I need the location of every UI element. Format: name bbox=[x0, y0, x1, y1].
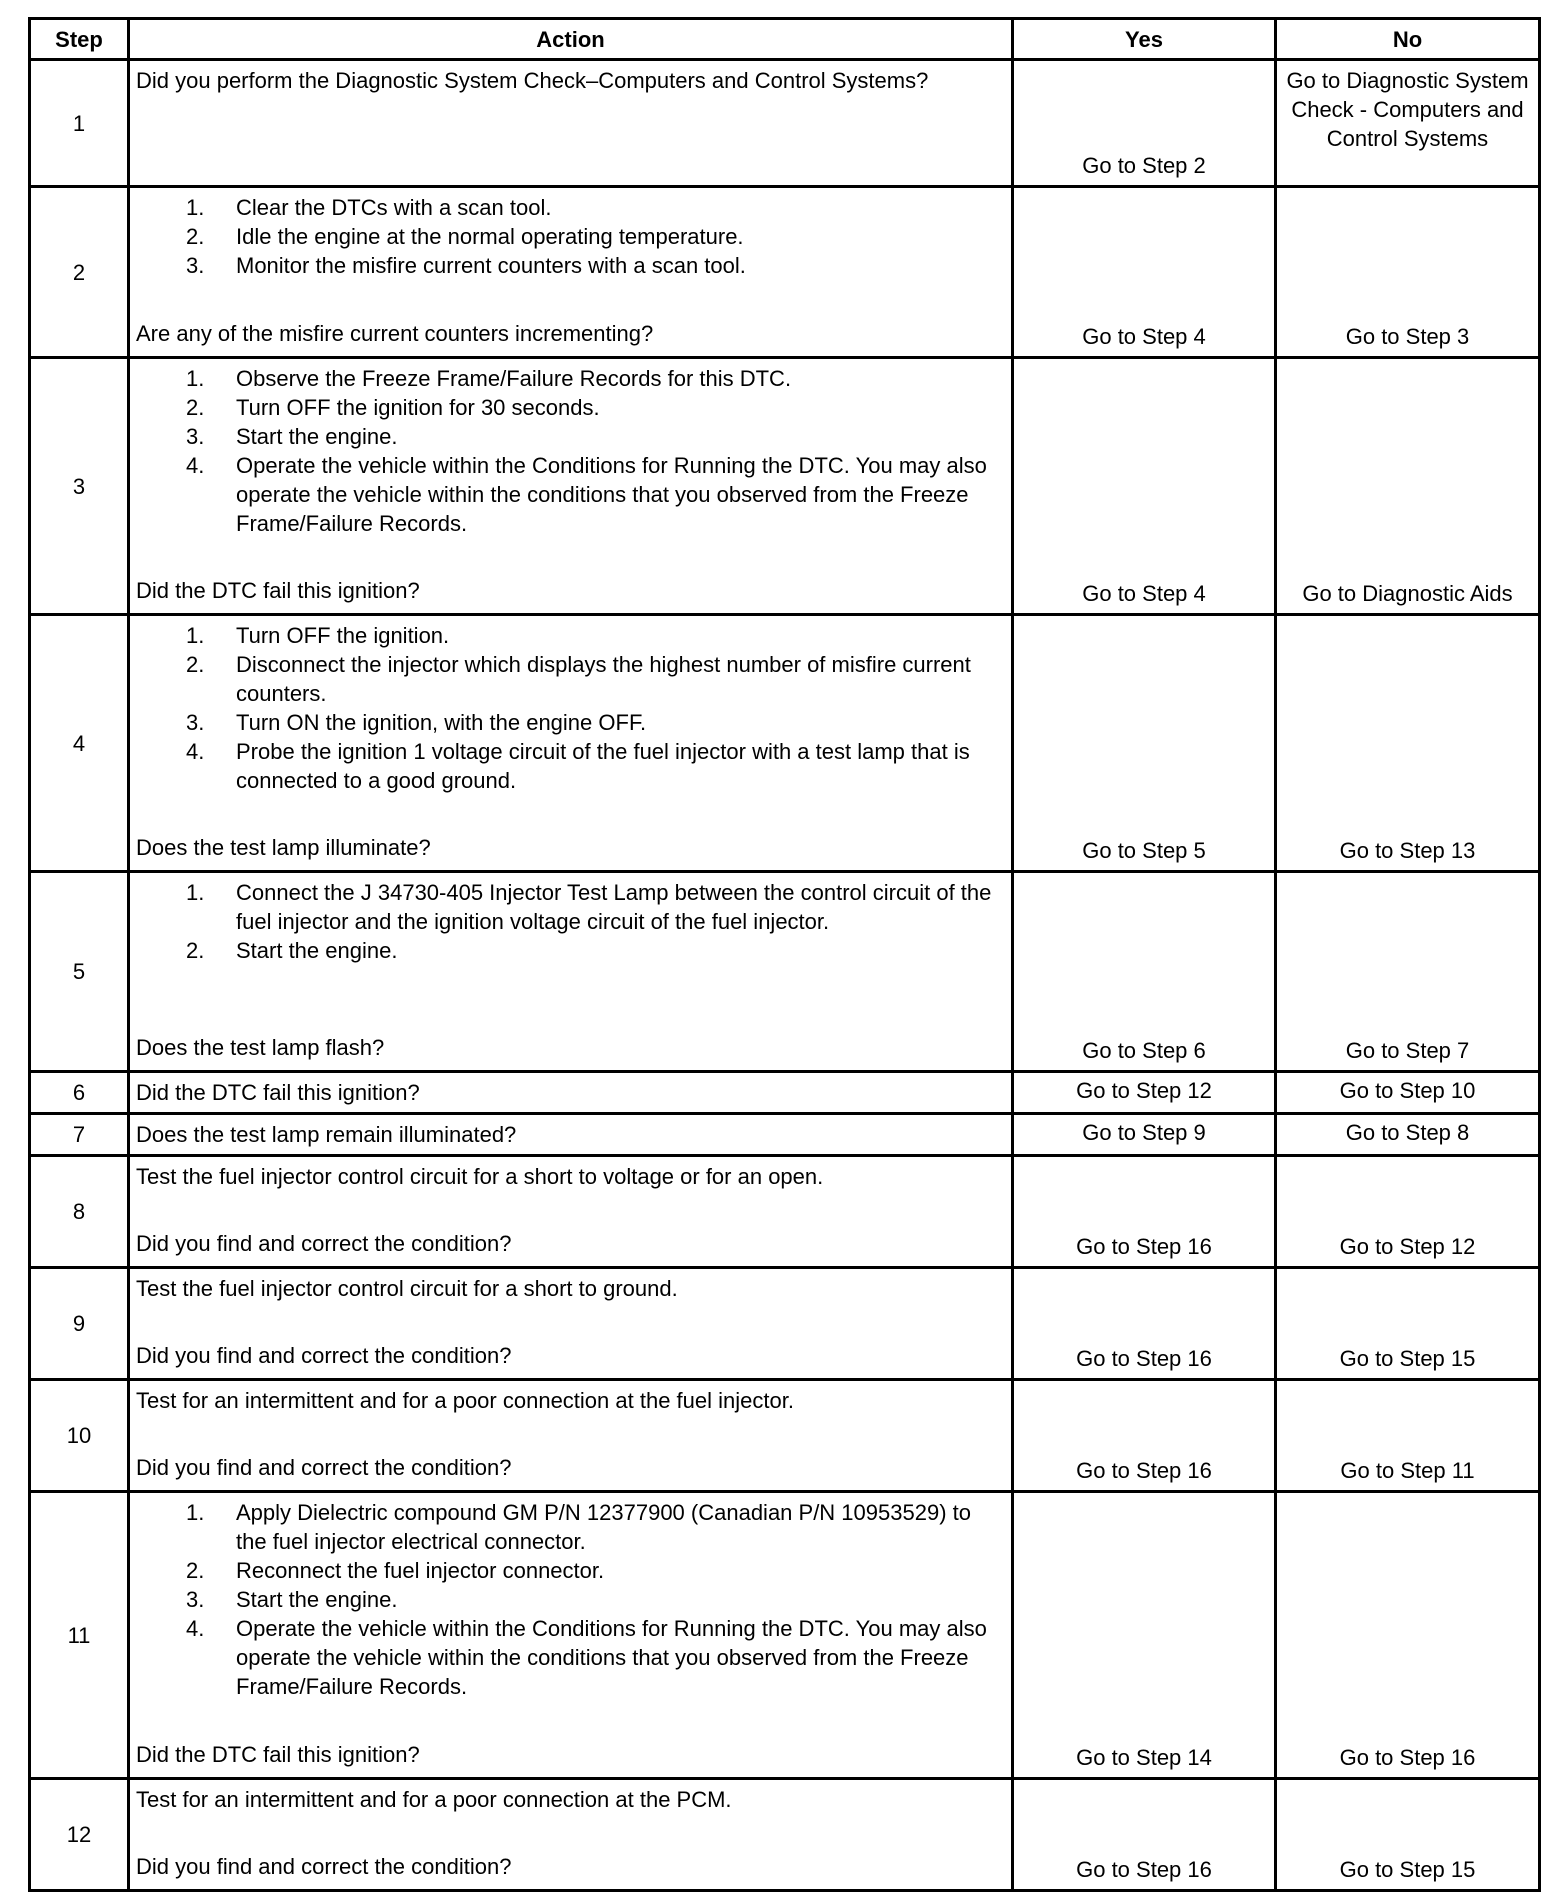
action-content bbox=[136, 878, 1003, 1062]
no-result: Go to Step 16 bbox=[1276, 1492, 1540, 1779]
action-cell bbox=[129, 1268, 1013, 1380]
list-item bbox=[136, 1498, 1003, 1556]
action-text: Test for an intermittent and for a poor connection at the PCM. bbox=[136, 1787, 732, 1812]
step-number: 2 bbox=[30, 187, 129, 358]
table-row bbox=[30, 1779, 1540, 1891]
table-body bbox=[30, 60, 1540, 1891]
list-item-text: Start the engine. bbox=[236, 1587, 398, 1612]
list-item-number: 3. bbox=[186, 253, 205, 278]
action-question: Did you find and correct the condition? bbox=[136, 1231, 512, 1256]
no-result: Go to Step 10 bbox=[1276, 1072, 1540, 1114]
list-item-number: 2. bbox=[186, 652, 205, 677]
list-item-number: 3. bbox=[186, 1587, 205, 1612]
list-item-text: Turn OFF the ignition. bbox=[236, 623, 450, 648]
no-result: Go to Step 15 bbox=[1276, 1268, 1540, 1380]
list-item bbox=[136, 422, 1003, 451]
step-number: 9 bbox=[30, 1268, 129, 1380]
list-item bbox=[136, 251, 1003, 280]
action-question: Does the test lamp flash? bbox=[136, 1035, 385, 1060]
action-content bbox=[136, 1078, 1003, 1107]
no-result: Go to Diagnostic System Check - Computers and Control Systems bbox=[1276, 60, 1540, 187]
header-yes: Yes bbox=[1013, 19, 1276, 60]
no-result: Go to Step 12 bbox=[1276, 1156, 1540, 1268]
action-content bbox=[136, 1162, 1003, 1258]
action-text: Did you perform the Diagnostic System Check–Computers and Control Systems? bbox=[136, 68, 929, 93]
table-row bbox=[30, 615, 1540, 872]
list-item bbox=[136, 708, 1003, 737]
list-item bbox=[136, 737, 1003, 795]
list-item bbox=[136, 393, 1003, 422]
list-item-text: Turn OFF the ignition for 30 seconds. bbox=[236, 395, 600, 420]
no-result: Go to Step 13 bbox=[1276, 615, 1540, 872]
yes-result: Go to Step 16 bbox=[1013, 1268, 1276, 1380]
step-number: 6 bbox=[30, 1072, 129, 1114]
list-item bbox=[136, 621, 1003, 650]
list-item-number: 1. bbox=[186, 195, 205, 220]
list-item bbox=[136, 650, 1003, 708]
list-item-text: Clear the DTCs with a scan tool. bbox=[236, 195, 552, 220]
list-item bbox=[136, 1614, 1003, 1701]
list-item-text: Probe the ignition 1 voltage circuit of the fuel injector with a test lamp that is connected to a good ground. bbox=[236, 739, 970, 793]
no-result: Go to Step 11 bbox=[1276, 1380, 1540, 1492]
step-number: 5 bbox=[30, 872, 129, 1072]
action-cell bbox=[129, 1156, 1013, 1268]
action-content bbox=[136, 1785, 1003, 1881]
step-number: 10 bbox=[30, 1380, 129, 1492]
list-item bbox=[136, 1585, 1003, 1614]
action-steps-list bbox=[136, 193, 1003, 280]
list-item-text: Disconnect the injector which displays the highest number of misfire current counters. bbox=[236, 652, 971, 706]
list-item-number: 4. bbox=[186, 453, 205, 478]
action-cell bbox=[129, 872, 1013, 1072]
yes-result: Go to Step 12 bbox=[1013, 1072, 1276, 1114]
action-text: Does the test lamp remain illuminated? bbox=[136, 1122, 517, 1147]
action-text: Test for an intermittent and for a poor connection at the fuel injector. bbox=[136, 1388, 794, 1413]
step-number: 4 bbox=[30, 615, 129, 872]
yes-result: Go to Step 2 bbox=[1013, 60, 1276, 187]
list-item bbox=[136, 936, 1003, 965]
table-row bbox=[30, 187, 1540, 358]
action-content bbox=[136, 66, 1003, 177]
step-number: 8 bbox=[30, 1156, 129, 1268]
list-item-number: 1. bbox=[186, 1500, 205, 1525]
action-cell bbox=[129, 615, 1013, 872]
header-row bbox=[30, 19, 1540, 60]
list-item bbox=[136, 451, 1003, 538]
list-item-text: Start the engine. bbox=[236, 938, 398, 963]
no-result: Go to Step 7 bbox=[1276, 872, 1540, 1072]
action-question: Did you find and correct the condition? bbox=[136, 1455, 512, 1480]
table-row bbox=[30, 872, 1540, 1072]
header-step: Step bbox=[30, 19, 129, 60]
list-item-number: 4. bbox=[186, 739, 205, 764]
list-item bbox=[136, 878, 1003, 936]
action-steps-list bbox=[136, 364, 1003, 538]
list-item bbox=[136, 1556, 1003, 1585]
action-text: Did the DTC fail this ignition? bbox=[136, 1080, 420, 1105]
yes-result: Go to Step 6 bbox=[1013, 872, 1276, 1072]
list-item-text: Monitor the misfire current counters with a scan tool. bbox=[236, 253, 746, 278]
action-content bbox=[136, 1274, 1003, 1370]
header-action: Action bbox=[129, 19, 1013, 60]
no-result: Go to Step 3 bbox=[1276, 187, 1540, 358]
action-content bbox=[136, 1498, 1003, 1769]
list-item-number: 2. bbox=[186, 395, 205, 420]
yes-result: Go to Step 16 bbox=[1013, 1779, 1276, 1891]
list-item-text: Idle the engine at the normal operating temperature. bbox=[236, 224, 744, 249]
yes-result: Go to Step 16 bbox=[1013, 1380, 1276, 1492]
table-row bbox=[30, 1492, 1540, 1779]
action-steps-list bbox=[136, 621, 1003, 795]
action-content bbox=[136, 193, 1003, 348]
list-item-number: 1. bbox=[186, 880, 205, 905]
list-item-number: 4. bbox=[186, 1616, 205, 1641]
action-cell bbox=[129, 1072, 1013, 1114]
list-item-number: 3. bbox=[186, 710, 205, 735]
list-item-number: 2. bbox=[186, 1558, 205, 1583]
action-cell bbox=[129, 187, 1013, 358]
step-number: 1 bbox=[30, 60, 129, 187]
list-item-text: Start the engine. bbox=[236, 424, 398, 449]
action-question: Are any of the misfire current counters incrementing? bbox=[136, 321, 654, 346]
table-row bbox=[30, 1156, 1540, 1268]
list-item-number: 1. bbox=[186, 623, 205, 648]
action-cell bbox=[129, 60, 1013, 187]
list-item-text: Observe the Freeze Frame/Failure Records for this DTC. bbox=[236, 366, 792, 391]
list-item-number: 2. bbox=[186, 224, 205, 249]
list-item-text: Operate the vehicle within the Conditions for Running the DTC. You may also operate the vehicle within the conditions that you observed from the Freeze Frame/Failure Records. bbox=[236, 1616, 987, 1699]
action-cell bbox=[129, 1114, 1013, 1156]
list-item bbox=[136, 193, 1003, 222]
list-item-text: Operate the vehicle within the Conditions for Running the DTC. You may also operate the vehicle within the conditions that you observed from the Freeze Frame/Failure Records. bbox=[236, 453, 987, 536]
action-steps-list bbox=[136, 1498, 1003, 1701]
action-content bbox=[136, 1120, 1003, 1149]
action-cell bbox=[129, 1492, 1013, 1779]
action-content bbox=[136, 1386, 1003, 1482]
list-item-text: Turn ON the ignition, with the engine OFF. bbox=[236, 710, 647, 735]
list-item-text: Connect the J 34730-405 Injector Test Lamp between the control circuit of the fuel injector and the ignition voltage circuit of the fuel injector. bbox=[236, 880, 992, 934]
list-item bbox=[136, 222, 1003, 251]
list-item-number: 3. bbox=[186, 424, 205, 449]
yes-result: Go to Step 4 bbox=[1013, 358, 1276, 615]
action-question: Did you find and correct the condition? bbox=[136, 1343, 512, 1368]
table-row bbox=[30, 60, 1540, 187]
yes-result: Go to Step 14 bbox=[1013, 1492, 1276, 1779]
list-item-text: Reconnect the fuel injector connector. bbox=[236, 1558, 605, 1583]
action-content bbox=[136, 364, 1003, 605]
action-text: Test the fuel injector control circuit for a short to ground. bbox=[136, 1276, 678, 1301]
yes-result: Go to Step 9 bbox=[1013, 1114, 1276, 1156]
action-question: Does the test lamp illuminate? bbox=[136, 835, 431, 860]
step-number: 12 bbox=[30, 1779, 129, 1891]
action-cell bbox=[129, 1779, 1013, 1891]
table-row bbox=[30, 1380, 1540, 1492]
list-item-number: 2. bbox=[186, 938, 205, 963]
action-cell bbox=[129, 1380, 1013, 1492]
list-item-number: 1. bbox=[186, 366, 205, 391]
yes-result: Go to Step 5 bbox=[1013, 615, 1276, 872]
action-content bbox=[136, 621, 1003, 862]
no-result: Go to Diagnostic Aids bbox=[1276, 358, 1540, 615]
no-result: Go to Step 15 bbox=[1276, 1779, 1540, 1891]
yes-result: Go to Step 4 bbox=[1013, 187, 1276, 358]
table-row bbox=[30, 1268, 1540, 1380]
step-number: 7 bbox=[30, 1114, 129, 1156]
yes-result: Go to Step 16 bbox=[1013, 1156, 1276, 1268]
list-item-text: Apply Dielectric compound GM P/N 12377900 (Canadian P/N 10953529) to the fuel injector electrical connector. bbox=[236, 1500, 971, 1554]
action-question: Did the DTC fail this ignition? bbox=[136, 1742, 420, 1767]
diagnostic-table bbox=[28, 17, 1541, 1892]
table-row bbox=[30, 1072, 1540, 1114]
action-question: Did the DTC fail this ignition? bbox=[136, 578, 420, 603]
table-row bbox=[30, 358, 1540, 615]
action-cell bbox=[129, 358, 1013, 615]
no-result: Go to Step 8 bbox=[1276, 1114, 1540, 1156]
table-row bbox=[30, 1114, 1540, 1156]
list-item bbox=[136, 364, 1003, 393]
action-steps-list bbox=[136, 878, 1003, 965]
step-number: 3 bbox=[30, 358, 129, 615]
action-text: Test the fuel injector control circuit for a short to voltage or for an open. bbox=[136, 1164, 824, 1189]
action-question: Did you find and correct the condition? bbox=[136, 1854, 512, 1879]
step-number: 11 bbox=[30, 1492, 129, 1779]
header-no: No bbox=[1276, 19, 1540, 60]
